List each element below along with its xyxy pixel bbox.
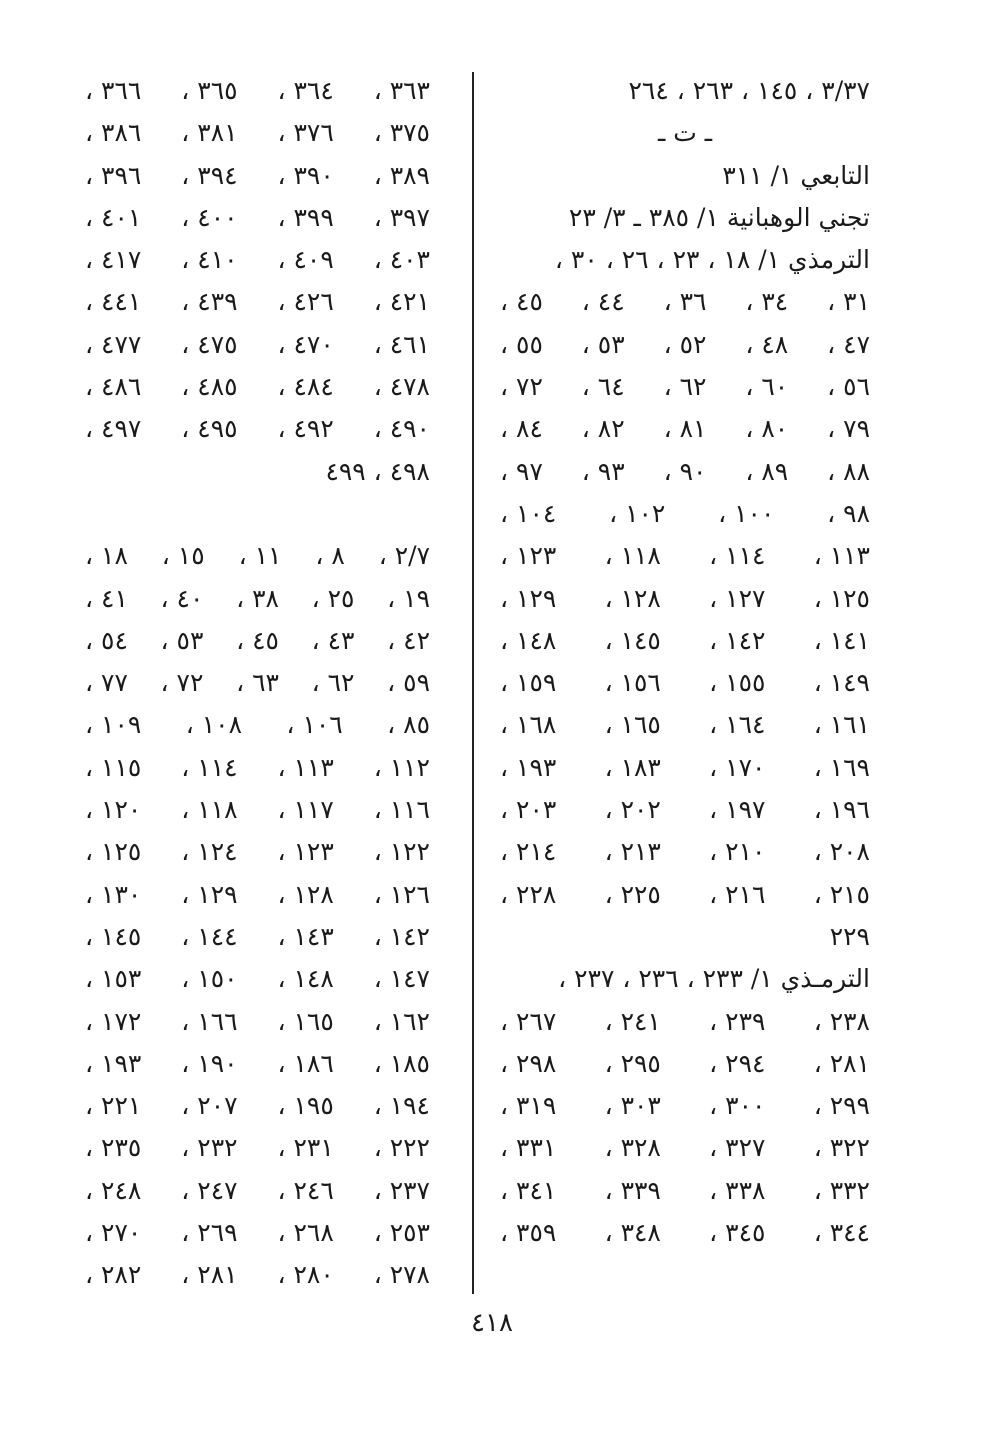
index-line: [500, 1170, 870, 1212]
page-ref: ٤٣٩ ،: [181, 287, 238, 317]
page-ref: ٢٧٨ ،: [373, 1260, 430, 1290]
page-ref: ٢٤٦ ،: [277, 1175, 334, 1205]
index-line: [85, 155, 430, 197]
index-line: [85, 197, 430, 239]
index-line: [85, 704, 430, 746]
page-ref: ٣٢٨ ،: [604, 1133, 661, 1163]
page-ref: ٤٤١ ،: [85, 287, 142, 317]
index-line: [500, 789, 870, 831]
page-ref: ٣٣٩ ،: [604, 1175, 661, 1205]
page-ref: ٣٤١ ،: [500, 1175, 557, 1205]
index-line: [85, 1085, 430, 1127]
page-ref: ٤٥ ،: [236, 625, 279, 655]
page-ref: ١٠٠ ،: [718, 498, 775, 528]
index-line: [500, 578, 870, 620]
index-line: [85, 1212, 430, 1254]
index-line: [85, 1043, 430, 1085]
page-ref: ٤٥ ،: [500, 287, 543, 317]
page-ref: ٨٨ ،: [827, 456, 870, 486]
index-line: [85, 281, 430, 323]
page-ref: ١٢٢ ،: [373, 837, 430, 867]
page-ref: ٣٤ ،: [745, 287, 789, 317]
page-ref: ٣٩٠ ،: [277, 160, 334, 190]
page-ref: ٤٩٧ ،: [85, 414, 142, 444]
page-ref: ٣٣٨ ،: [709, 1175, 766, 1205]
page-ref: ١٤٩ ،: [813, 668, 870, 698]
page-ref: ١١ ،: [238, 541, 282, 571]
page-ref: ١٥٣ ،: [85, 964, 142, 994]
page-ref: ٨٤ ،: [500, 414, 543, 444]
index-line: [500, 1043, 870, 1085]
index-line: [500, 408, 870, 450]
index-line: [500, 1001, 870, 1043]
page-ref: ١٩٦ ،: [813, 795, 870, 825]
index-line: [85, 1170, 430, 1212]
page-ref: ٦٢ ،: [663, 372, 707, 402]
page-ref: ٣٣١ ،: [500, 1133, 557, 1163]
page-ref: ٤٩٢ ،: [277, 414, 334, 444]
page-ref: ١٦١ ،: [813, 710, 870, 740]
page-ref: ١٤٥ ،: [604, 625, 661, 655]
page-ref: ١٩٣ ،: [500, 752, 557, 782]
page-ref: ٨٢ ،: [581, 414, 625, 444]
page-ref: ١٢٠ ،: [85, 795, 142, 825]
page-ref: ٤٢ ،: [387, 625, 430, 655]
left-column: [85, 70, 430, 1297]
page-ref: ٢١٠ ،: [709, 837, 766, 867]
page-ref: ١٢٥ ،: [85, 837, 142, 867]
page-ref: ٨٩ ،: [745, 456, 789, 486]
page-ref: ٤٨٦ ،: [85, 372, 142, 402]
section-gap: [85, 493, 430, 535]
page-ref: ٢٣١ ،: [277, 1133, 334, 1163]
page-ref: ٥٥ ،: [500, 329, 543, 359]
index-line: [500, 831, 870, 873]
page-ref: ٣٩٧ ،: [373, 202, 430, 232]
page-ref: ١٢٣ ،: [277, 837, 334, 867]
page-ref: ١٢٩ ،: [181, 879, 238, 909]
page-ref: ٢٠٣ ،: [500, 795, 557, 825]
page-ref: ٣٢٧ ،: [709, 1133, 766, 1163]
page-ref: ١٩٣ ،: [85, 1048, 142, 1078]
page-ref: ٣٩٩ ،: [277, 202, 334, 232]
page-ref: ١٣٠ ،: [85, 879, 142, 909]
page-number: ٤١٨: [471, 1308, 513, 1338]
page-ref: ٣٩٤ ،: [181, 160, 238, 190]
page-ref: ١٤٨ ،: [277, 964, 334, 994]
index-line: [85, 535, 430, 577]
page-ref: ٣٨ ،: [236, 583, 279, 613]
page-ref: ٢٥ ،: [311, 583, 355, 613]
page-ref: ١٢٩ ،: [500, 583, 557, 613]
page-ref: ٢٦٩ ،: [181, 1218, 238, 1248]
index-line: [85, 324, 430, 366]
page-ref: ٣٦٦ ،: [85, 76, 142, 105]
index-line: [85, 366, 430, 408]
index-line: [85, 874, 430, 916]
page-ref: ١١٨ ،: [181, 795, 238, 825]
index-line: [500, 1127, 870, 1169]
page-ref: ٢٠٨ ،: [813, 837, 870, 867]
index-line: [500, 451, 870, 493]
page-ref: ٤٠١ ،: [85, 202, 142, 232]
page-ref: ٤٣ ،: [311, 625, 355, 655]
page-ref: ١٥ ،: [161, 541, 205, 571]
page-ref: ١١٥ ،: [85, 752, 142, 782]
page-ref: ٧٩ ،: [827, 414, 870, 444]
page-ref: ١٦٢ ،: [373, 1006, 430, 1036]
page-ref: ٢٢٢ ،: [373, 1133, 430, 1163]
index-line: [85, 1001, 430, 1043]
index-line: [85, 112, 430, 154]
page-ref: ٨ ،: [315, 541, 345, 571]
page-ref: ١٢٥ ،: [813, 583, 870, 613]
page-ref: ٤٨ ،: [745, 329, 789, 359]
page-ref: ٦٣ ،: [236, 668, 279, 698]
index-line: [500, 662, 870, 704]
page-ref: ١٥٩ ،: [500, 668, 557, 698]
page-ref: ٢٨١ ،: [813, 1048, 870, 1078]
page-ref: ١٦٤ ،: [709, 710, 766, 740]
page-ref: ١٠٩ ،: [85, 710, 142, 740]
page-ref: ٢٩٩ ،: [813, 1091, 870, 1121]
page-ref: ٣٨١ ،: [181, 118, 238, 148]
page-ref: ٢٨٢ ،: [85, 1260, 142, 1290]
page-ref: ٥٤ ،: [85, 625, 128, 655]
page-ref: ١٠٦ ،: [286, 710, 343, 740]
index-line: [85, 620, 430, 662]
page-ref: ٣١٩ ،: [500, 1091, 557, 1121]
page-ref: ١١٤ ،: [709, 541, 766, 571]
page-ref: ١٤١ ،: [813, 625, 870, 655]
page-ref: ٩٠ ،: [663, 456, 707, 486]
page-ref: ٢٩٤ ،: [709, 1048, 766, 1078]
index-line: [500, 620, 870, 662]
page-ref: ٩٣ ،: [581, 456, 625, 486]
page-ref: ٤٨٤ ،: [277, 372, 334, 402]
page-ref: ٢٤١ ،: [604, 1006, 661, 1036]
page-ref: ٥٢ ،: [663, 329, 707, 359]
page-ref: ٤١ ،: [85, 583, 128, 613]
index-line: [500, 874, 870, 916]
page-ref: ٤٤ ،: [581, 287, 625, 317]
page-ref: ٢٢٥ ،: [604, 879, 661, 909]
page-ref: ٣٨٩ ،: [373, 160, 430, 190]
page-ref: ١٦٥ ،: [604, 710, 661, 740]
page-ref: ١٩٤ ،: [373, 1091, 430, 1121]
page-ref: ١٠٨ ،: [185, 710, 243, 740]
index-line: [85, 1127, 430, 1169]
page-ref: ٣٦ ،: [663, 287, 707, 317]
page-ref: ٤٧ ،: [827, 329, 870, 359]
page-ref: ٢٢١ ،: [85, 1091, 142, 1121]
page-ref: ٢١٤ ،: [500, 837, 557, 867]
page-ref: ٣٥٩ ،: [500, 1218, 557, 1248]
page-ref: ٤٠ ،: [160, 583, 204, 613]
index-line: [500, 366, 870, 408]
page-ref: ١١٤ ،: [181, 752, 238, 782]
page-ref: ١٨ ،: [85, 541, 128, 571]
page-ref: ١٢٤ ،: [181, 837, 238, 867]
page-ref: ١٤٨ ،: [500, 625, 557, 655]
page-ref: ١٦٨ ،: [500, 710, 557, 740]
page-ref: ٢٣٩ ،: [709, 1006, 766, 1036]
page-ref: ٢٣٧ ،: [373, 1175, 430, 1205]
page-ref: ٨٥ ،: [387, 710, 430, 740]
page-ref: ١٤٧ ،: [373, 964, 430, 994]
page-ref: ٢١٦ ،: [709, 879, 766, 909]
page-ref: ٢٣٥ ،: [85, 1133, 142, 1163]
page-ref: ٥٣ ،: [160, 625, 204, 655]
page-ref: ٣٠٣ ،: [604, 1091, 661, 1121]
page-ref: ١٥٠ ،: [181, 964, 238, 994]
index-line: [500, 535, 870, 577]
page-ref: ٤٩٥ ،: [181, 414, 238, 444]
index-line: [85, 789, 430, 831]
index-line: [500, 281, 870, 323]
index-line: [500, 493, 870, 535]
index-line: [85, 408, 430, 450]
page-ref: ٣٤٤ ،: [813, 1218, 870, 1248]
page-ref: ١٨٦ ،: [277, 1048, 334, 1078]
page-ref: ٦٤ ،: [581, 372, 625, 402]
page-ref: ٧٧ ،: [85, 668, 128, 698]
page-ref: ٤١٧ ،: [85, 245, 142, 275]
index-line: [85, 958, 430, 1000]
page-ref: ١٤٢ ،: [709, 625, 766, 655]
page-ref: ٣٤٨ ،: [604, 1218, 661, 1248]
index-line: [85, 1254, 430, 1296]
page-ref: ١٥٦ ،: [604, 668, 661, 698]
page-ref: ١١٨ ،: [604, 541, 661, 571]
page-ref: ٢٣٨ ،: [813, 1006, 870, 1036]
page-ref: ٢٤٨ ،: [85, 1175, 142, 1205]
page-ref: ٢٠٧ ،: [181, 1091, 238, 1121]
page-ref: ١٤٥ ،: [85, 921, 142, 951]
page-ref: ٢٦٧ ،: [500, 1006, 557, 1036]
index-line: [85, 916, 430, 958]
page-ref: ٢٤٧ ،: [181, 1175, 238, 1205]
page-ref: ١٥٥ ،: [709, 668, 766, 698]
page-ref: ٤٢٦ ،: [277, 287, 334, 317]
page-ref: ٩٨ ،: [827, 498, 870, 528]
page-ref: ٣٠٠ ،: [709, 1091, 766, 1121]
page-ref: ٣٨٦ ،: [85, 118, 142, 148]
page-ref: ٧٢ ،: [160, 668, 204, 698]
page-ref: ١١٢ ،: [373, 752, 430, 782]
page-ref: ٢١٣ ،: [604, 837, 661, 867]
index-entry: تجني الوهبانية ١/ ٣٨٥ ـ ٣/ ٢٣: [568, 202, 870, 232]
index-line: [85, 831, 430, 873]
index-line: [500, 704, 870, 746]
page-ref: ٨٠ ،: [745, 414, 789, 444]
page-ref: ١٦٩ ،: [813, 752, 870, 782]
page-ref: ٤٧٧ ،: [85, 329, 142, 359]
page-ref: ٣٦٥ ،: [181, 76, 238, 105]
page-ref: ٢٨١ ،: [181, 1260, 238, 1290]
page-ref: ١٤٣ ،: [277, 921, 334, 951]
page-ref: ٤٠٣ ،: [373, 245, 430, 275]
page-ref: ١٢٣ ،: [500, 541, 557, 571]
index-line: [500, 1212, 870, 1254]
page-ref: ٤٧٥ ،: [181, 329, 238, 359]
index-entry: ٢٢٩: [829, 921, 870, 951]
page-ref: ٣٩٦ ،: [85, 160, 142, 190]
page-ref: ٢٨٠ ،: [277, 1260, 334, 1290]
page-ref: ١٠٤ ،: [500, 498, 557, 528]
page-ref: ٧٢ ،: [500, 372, 543, 402]
page-ref: ٣١ ،: [827, 287, 870, 317]
index-entry: ٣/٣٧ ، ١٤٥ ، ٢٦٣ ، ٢٦٤: [628, 76, 870, 105]
page-ref: ٤٠٠ ،: [181, 202, 238, 232]
page-ref: ١٩ ،: [387, 583, 430, 613]
page-ref: ٤٦١ ،: [373, 329, 430, 359]
page-ref: ٤٨٥ ،: [181, 372, 238, 402]
page-ref: ٤٢١ ،: [373, 287, 430, 317]
page-ref: ٢٠٢ ،: [604, 795, 661, 825]
page-ref: ٣٧٥ ،: [373, 118, 430, 148]
page-ref: ١٧٠ ،: [709, 752, 766, 782]
page-ref: ٥٦ ،: [827, 372, 870, 402]
page-ref: ١٩٧ ،: [709, 795, 766, 825]
page-ref: ٢٣٢ ،: [181, 1133, 238, 1163]
page-ref: ١١٧ ،: [277, 795, 334, 825]
page-ref: ١٤٤ ،: [181, 921, 238, 951]
page-ref: ٤٧٨ ،: [373, 372, 430, 402]
page-ref: ٣٧٦ ،: [277, 118, 334, 148]
page-ref: ١٢٦ ،: [373, 879, 430, 909]
page-ref: ٣٦٣ ،: [373, 76, 430, 105]
page-ref: ١٩٥ ،: [277, 1091, 334, 1121]
page-ref: ٨١ ،: [663, 414, 707, 444]
page-ref: ١١٣ ،: [813, 541, 870, 571]
index-line: [500, 1085, 870, 1127]
page-ref: ٢٥٣ ،: [373, 1218, 430, 1248]
page-ref: ١٦٥ ،: [277, 1006, 334, 1036]
page-ref: ٤٧٠ ،: [277, 329, 334, 359]
index-line: [500, 324, 870, 366]
index-line: [85, 70, 430, 112]
page-ref: ١١٣ ،: [277, 752, 334, 782]
index-line: [85, 239, 430, 281]
page-ref: ١٢٨ ،: [277, 879, 334, 909]
index-entry: التابعي ١/ ٣١١: [722, 160, 870, 190]
page-ref: ١٦٦ ،: [181, 1006, 238, 1036]
page-ref: ٢٩٨ ،: [500, 1048, 557, 1078]
page-ref: ٢/٧ ،: [378, 541, 430, 571]
page-ref: ١٢٨ ،: [604, 583, 661, 613]
page-ref: ١٨٥ ،: [373, 1048, 430, 1078]
index-line: [85, 578, 430, 620]
page-ref: ٢٩٥ ،: [604, 1048, 661, 1078]
page-ref: ٢٦٨ ،: [277, 1218, 334, 1248]
page-ref: ٣٤٥ ،: [709, 1218, 766, 1248]
page-ref: ٩٧ ،: [500, 456, 543, 486]
page-ref: ٤٠٩ ،: [277, 245, 334, 275]
page-ref: ٤١٠ ،: [181, 245, 238, 275]
index-entry: الترمـذي ١/ ٢٣٣ ، ٢٣٦ ، ٢٣٧ ،: [558, 964, 870, 994]
index-line: [85, 662, 430, 704]
page-ref: ٣٦٤ ،: [277, 76, 334, 105]
page-ref: ١١٦ ،: [373, 795, 430, 825]
page-ref: ٥٩ ،: [387, 668, 430, 698]
page-ref: ٢٧٠ ،: [85, 1218, 142, 1248]
column-divider: [472, 72, 474, 1294]
page-ref: ٢٢٨ ،: [500, 879, 557, 909]
index-entry: الترمذي ١/ ١٨ ، ٢٣ ، ٢٦ ، ٣٠ ،: [554, 245, 870, 275]
page-ref: ٣٣٢ ،: [813, 1175, 870, 1205]
page-ref: ١٩٠ ،: [181, 1048, 238, 1078]
page-ref: ٦٠ ،: [745, 372, 789, 402]
page-ref: ٣٢٢ ،: [813, 1133, 870, 1163]
page-ref: ١٢٧ ،: [709, 583, 766, 613]
index-line: [85, 747, 430, 789]
index-line: [500, 747, 870, 789]
page-ref: ١٠٢ ،: [609, 498, 666, 528]
section-letter-heading: ـ ت ـ: [657, 118, 713, 148]
page-ref: ١٨٣ ،: [604, 752, 661, 782]
page-ref: ٤٩٠ ،: [373, 414, 430, 444]
page-ref: ١٤٢ ،: [373, 921, 430, 951]
page-ref: ٥٣ ،: [581, 329, 625, 359]
right-column: [500, 70, 870, 1254]
page-ref: ١٧٢ ،: [85, 1006, 142, 1036]
page-ref: ٦٢ ،: [311, 668, 355, 698]
index-entry: ٤٩٨ ، ٤٩٩: [325, 456, 430, 486]
page-ref: ٢١٥ ،: [813, 879, 870, 909]
